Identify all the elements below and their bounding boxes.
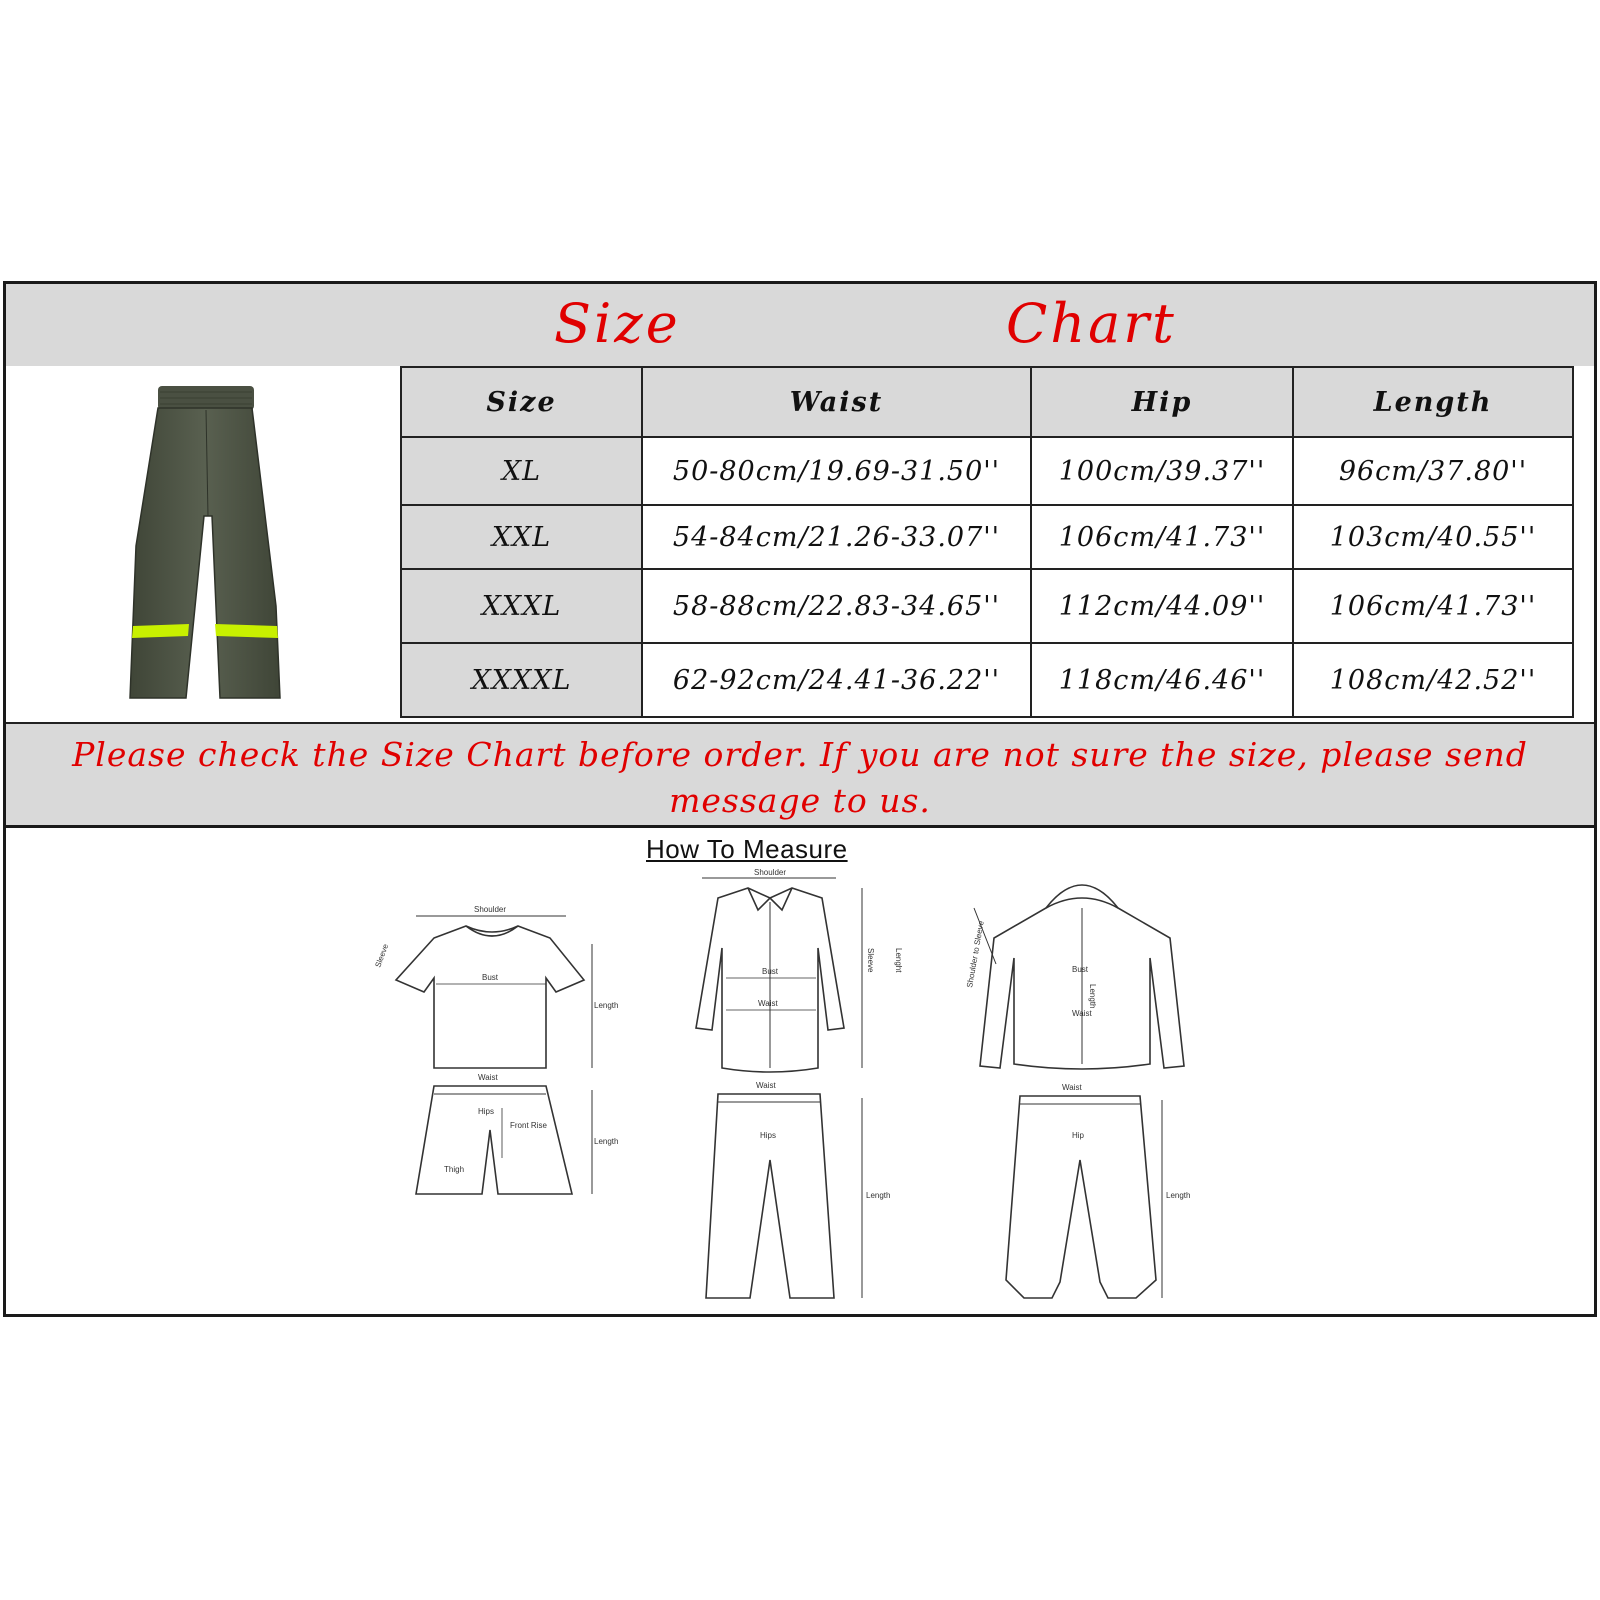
label-length: Length	[594, 1001, 619, 1010]
length-cell: 108cm/42.52''	[1293, 643, 1573, 717]
label-length: Length	[1088, 984, 1097, 1009]
waist-cell: 62-92cm/24.41-36.22''	[642, 643, 1031, 717]
waist-cell: 58-88cm/22.83-34.65''	[642, 569, 1031, 643]
label-waist: Waist	[1072, 1009, 1092, 1018]
label-length: Length	[594, 1137, 619, 1146]
shorts-icon	[416, 1086, 592, 1194]
length-cell: 106cm/41.73''	[1293, 569, 1573, 643]
label-thigh: Thigh	[444, 1165, 465, 1174]
rain-pants-icon	[6, 366, 400, 722]
label-waist: Waist	[758, 999, 778, 1008]
label-bust: Bust	[1072, 965, 1089, 974]
label-front-rise: Front Rise	[510, 1121, 547, 1130]
header-size: Size	[401, 367, 642, 437]
length-cell: 96cm/37.80''	[1293, 437, 1573, 505]
waist-cell: 54-84cm/21.26-33.07''	[642, 505, 1031, 569]
table-row	[401, 569, 1573, 643]
notice-text: Please check the Size Chart before order. If you are not sure the size, please send message to us.	[6, 722, 1594, 828]
size-cell: XL	[401, 437, 642, 505]
label-bust: Bust	[482, 973, 499, 982]
label-bust: Bust	[762, 967, 779, 976]
label-hip: Hip	[1072, 1131, 1085, 1140]
shirt-icon	[696, 878, 862, 1072]
label-lenght: Lenght	[894, 948, 903, 973]
label-sleeve: Sleeve	[866, 948, 875, 973]
hip-cell: 106cm/41.73''	[1031, 505, 1293, 569]
label-shoulder: Shoulder	[474, 905, 507, 914]
size-table	[400, 366, 1574, 718]
trousers-icon	[706, 1094, 862, 1298]
table-header-row	[401, 367, 1573, 437]
hoodie-icon	[974, 885, 1184, 1069]
table-row	[401, 437, 1573, 505]
label-hips: Hips	[478, 1107, 495, 1116]
table-row	[401, 643, 1573, 717]
label-shoulder-to-sleeve: Shoulder to Sleeve	[965, 920, 986, 989]
label-shoulder: Shoulder	[754, 868, 787, 877]
measure-title: How To Measure	[646, 834, 848, 864]
label-waist: Waist	[478, 1073, 498, 1082]
hip-cell: 112cm/44.09''	[1031, 569, 1293, 643]
size-chart-frame	[3, 281, 1597, 1317]
how-to-measure	[6, 828, 1594, 1314]
title-chart: Chart	[1006, 292, 1177, 355]
label-sleeve: Sleeve	[373, 942, 391, 969]
header-hip: Hip	[1031, 367, 1293, 437]
title-bar	[6, 284, 1594, 366]
hip-cell: 100cm/39.37''	[1031, 437, 1293, 505]
size-cell: XXL	[401, 505, 642, 569]
label-waist: Waist	[756, 1081, 776, 1090]
label-length: Length	[1166, 1191, 1191, 1200]
measure-diagram	[356, 868, 1256, 1308]
hip-cell: 118cm/46.46''	[1031, 643, 1293, 717]
label-length: Length	[866, 1191, 891, 1200]
size-cell: XXXL	[401, 569, 642, 643]
tshirt-icon	[396, 916, 592, 1068]
header-waist: Waist	[642, 367, 1031, 437]
joggers-icon	[1006, 1096, 1162, 1298]
waist-cell: 50-80cm/19.69-31.50''	[642, 437, 1031, 505]
product-photo	[6, 366, 400, 722]
header-length: Length	[1293, 367, 1573, 437]
label-waist: Waist	[1062, 1083, 1082, 1092]
label-hips: Hips	[760, 1131, 777, 1140]
table-row	[401, 505, 1573, 569]
length-cell: 103cm/40.55''	[1293, 505, 1573, 569]
size-cell: XXXXL	[401, 643, 642, 717]
title-size: Size	[554, 292, 681, 355]
